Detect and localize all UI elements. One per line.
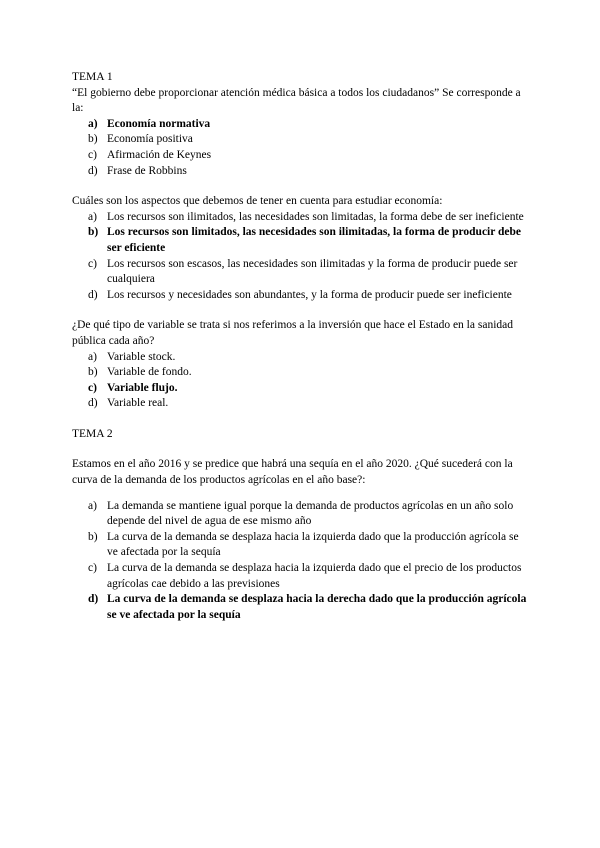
option-letter: c) — [88, 562, 97, 575]
option-letter: b) — [88, 226, 99, 239]
option-text: Variable real. — [107, 397, 169, 410]
option-letter: c) — [88, 257, 97, 270]
option-text: Economía normativa — [107, 117, 211, 130]
option-text: Los recursos son limitados, las necesidades son ilimitadas, la forma de producir debe ser eficiente — [107, 226, 522, 254]
option-text: Economía positiva — [107, 133, 193, 146]
option-text: Variable de fondo. — [107, 366, 192, 379]
option-letter: d) — [88, 164, 98, 177]
option-text: Variable flujo. — [107, 381, 178, 394]
option-item — [72, 257, 532, 288]
option-text: Afirmación de Keynes — [107, 148, 212, 161]
option-item — [72, 499, 532, 530]
question-2-options — [72, 210, 532, 304]
option-text: La curva de la demanda se desplaza hacia la derecha dado que la producción agrícola se ve afectada por la sequía — [107, 593, 527, 621]
option-letter: d) — [88, 593, 99, 606]
option-text: Variable stock. — [107, 350, 176, 363]
option-text: Los recursos son ilimitados, las necesidades son limitadas, la forma debe de ser ineficiente — [107, 210, 524, 223]
option-letter: a) — [88, 117, 98, 130]
option-item — [72, 148, 532, 164]
question-1-options — [72, 117, 532, 179]
option-letter: b) — [88, 530, 98, 543]
option-letter: a) — [88, 350, 97, 363]
option-item — [72, 288, 532, 304]
option-letter: b) — [88, 133, 98, 146]
option-letter: a) — [88, 499, 97, 512]
option-text: La curva de la demanda se desplaza hacia la izquierda dado que la producción agrícola se ve afectada por la sequía — [107, 530, 519, 559]
option-letter: d) — [88, 288, 98, 301]
option-text: La curva de la demanda se desplaza hacia la izquierda dado que el precio de los productos agrícolas cae debido a las previsiones — [107, 562, 522, 590]
option-text: Frase de Robbins — [107, 164, 187, 177]
option-item — [72, 530, 532, 561]
question-1-text: “El gobierno debe proporcionar atención médica básica a todos los ciudadanos” Se corresponde a la: — [72, 86, 521, 115]
option-letter: d) — [88, 397, 98, 410]
option-text: Los recursos y necesidades son abundantes, y la forma de producir puede ser ineficiente — [107, 288, 512, 301]
tema2-heading: TEMA 2 — [72, 427, 113, 440]
question-2 — [72, 194, 532, 303]
option-item — [72, 132, 532, 148]
question-4-options — [72, 499, 532, 624]
option-item — [72, 365, 532, 381]
option-item — [72, 225, 532, 256]
question-3-options — [72, 350, 532, 412]
option-item — [72, 592, 532, 623]
document-content — [72, 70, 532, 623]
tema1-heading: TEMA 1 — [72, 71, 113, 83]
option-text: Los recursos son escasos, las necesidades son ilimitadas y la forma de producir puede ser cualquiera — [107, 257, 518, 286]
option-letter: c) — [88, 381, 97, 394]
option-item — [72, 350, 532, 366]
question-1 — [72, 86, 532, 180]
option-letter: a) — [88, 210, 97, 223]
question-3 — [72, 318, 532, 412]
option-letter: c) — [88, 148, 97, 161]
option-letter: b) — [88, 366, 98, 379]
question-4 — [72, 457, 532, 623]
option-item — [72, 561, 532, 592]
option-item — [72, 164, 532, 180]
question-4-text: Estamos en el año 2016 y se predice que habrá una sequía en el año 2020. ¿Qué sucederá con la curva de la demanda de los productos agrícolas en el año base?: — [72, 458, 513, 487]
option-item — [72, 396, 532, 412]
option-text: La demanda se mantiene igual porque la demanda de productos agrícolas en un año solo depende del nivel de agua de ese mismo año — [107, 499, 514, 528]
option-item — [72, 210, 532, 226]
option-item — [72, 381, 532, 397]
option-item — [72, 117, 532, 133]
question-3-text: ¿De qué tipo de variable se trata si nos referimos a la inversión que hace el Estado en la sanidad pública cada año? — [72, 319, 513, 347]
question-2-text: Cuáles son los aspectos que debemos de tener en cuenta para estudiar economía: — [72, 195, 443, 208]
